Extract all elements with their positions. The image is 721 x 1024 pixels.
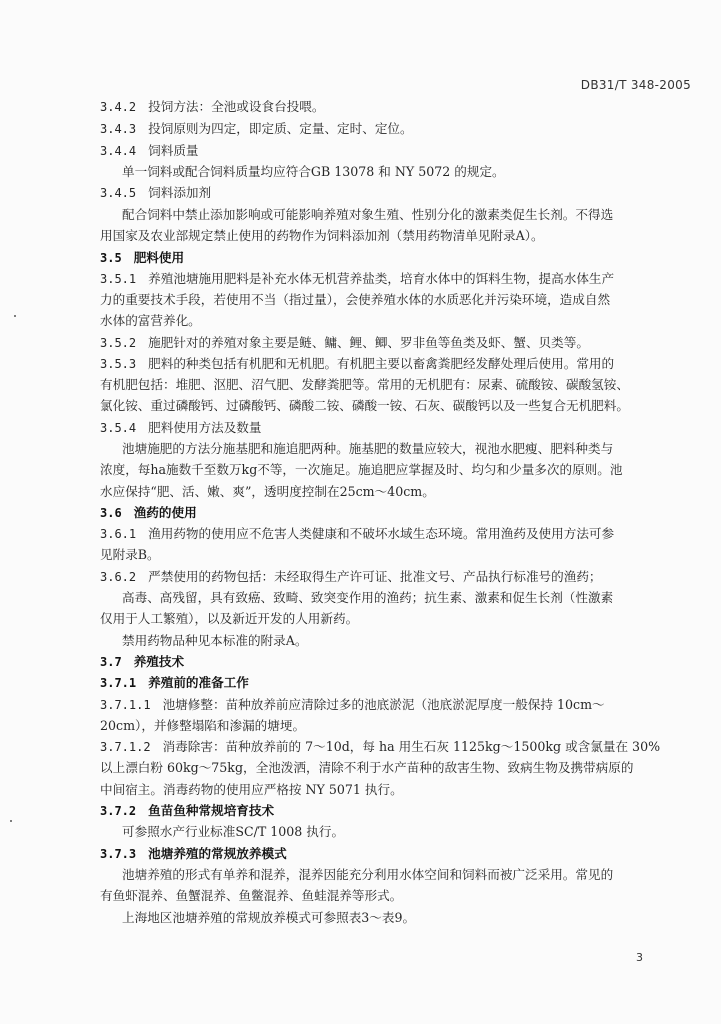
clause-text: 投饲原则为四定，即定质、定量、定时、定位。: [148, 121, 413, 136]
paragraph-text: 池塘施肥的方法分施基肥和施追肥两种。施基肥的数量应较大，视池水肥瘦、肥料种类与: [122, 441, 614, 456]
paragraph-line: [100, 397, 660, 415]
clause-text: 施肥针对的养殖对象主要是鲢、鳙、鲤、鲫、罗非鱼等鱼类及虾、蟹、贝类等。: [148, 335, 589, 350]
paragraph-text: 水应保持“肥、活、嫩、爽”，透明度控制在25cm～40cm。: [100, 484, 435, 499]
paragraph-line: [100, 759, 660, 777]
clause-text: 池塘养殖的常规放养模式: [148, 846, 287, 861]
clause-3-4-4: [100, 142, 660, 160]
clause-number: 3.4.2: [100, 100, 137, 114]
clause-3-7-1: [100, 674, 660, 692]
section-3-7-heading: [100, 653, 660, 671]
paragraph-text: 见附录B。: [100, 547, 160, 562]
paragraph-text: 上海地区池塘养殖的常规放养模式可参照表3～表9。: [122, 910, 416, 925]
clause-3-7-3: [100, 845, 660, 863]
clause-number: 3.7.1: [100, 676, 137, 690]
paragraph-line: [122, 163, 682, 181]
clause-number: 3.5.1: [100, 272, 137, 286]
paragraph-text: 仅用于人工繁殖），以及新近开发的人用新药。: [100, 611, 359, 626]
paragraph-line: [122, 866, 682, 884]
paragraph-text: 池塘养殖的形式有单养和混养，混养因能充分利用水体空间和饲料而被广泛采用。常见的: [122, 867, 614, 882]
paragraph-text: 配合饲料中禁止添加影响或可能影响养殖对象生殖、性别分化的激素类促生长剂。不得选: [122, 207, 614, 222]
clause-3-4-3: [100, 120, 660, 138]
paragraph-line: [100, 887, 660, 905]
clause-number: 3.7.3: [100, 847, 137, 861]
section-title: 渔药的使用: [133, 505, 197, 520]
page-number: 3: [636, 951, 643, 964]
paragraph-line: [100, 717, 660, 735]
paragraph-text: 用国家及农业部规定禁止使用的药物作为饲料添加剂（禁用药物清单见附录A）。: [100, 228, 544, 243]
clause-number: 3.7.2: [100, 804, 137, 818]
clause-text: 鱼苗鱼种常规培育技术: [148, 803, 275, 818]
clause-text: 肥料的种类包括有机肥和无机肥。有机肥主要以畜禽粪肥经发酵处理后使用。常用的: [148, 356, 615, 371]
clause-text: 渔用药物的使用应不危害人类健康和不破坏水域生态环境。常用渔药及使用方法可参: [148, 526, 615, 541]
clause-3-7-2: [100, 802, 660, 820]
paragraph-line: [100, 227, 660, 245]
paragraph-text: 单一饲料或配合饲料质量均应符合GB 13078 和 NY 5072 的规定。: [122, 164, 505, 179]
clause-3-5-2: [100, 334, 660, 352]
clause-number: 3.5.2: [100, 336, 137, 350]
paragraph-text: 力的重要技术手段，若使用不当（指过量），会使养殖水体的水质恶化并污染环境，造成自然: [100, 292, 611, 307]
paragraph-text: 高毒、高残留，具有致癌、致畸、致突变作用的渔药；抗生素、激素和促生长剂（性激素: [122, 590, 614, 605]
paragraph-text: 禁用药物品种见本标准的附录A。: [122, 633, 308, 648]
section-number: 3.5: [100, 251, 122, 265]
clause-text: 池塘修整：苗种放养前应清除过多的池底淤泥（池底淤泥厚度一般保持 10cm～: [162, 697, 605, 712]
paragraph-line: [100, 546, 660, 564]
paragraph-text: 氯化铵、重过磷酸钙、过磷酸钙、磷酸二铵、磷酸一铵、石灰、碳酸钙以及一些复合无机肥料。: [100, 398, 629, 413]
clause-number: 3.6.2: [100, 570, 137, 584]
paragraph-line: [100, 610, 660, 628]
clause-number: 3.4.5: [100, 186, 137, 200]
clause-3-4-5: [100, 184, 660, 202]
paragraph-text: 以上漂白粉 60kg～75kg，全池泼洒，清除不利于水产苗种的敌害生物、致病生物及携带病原的: [100, 760, 634, 775]
clause-3-7-1-1: [100, 696, 660, 714]
section-title: 养殖技术: [133, 654, 185, 669]
paragraph-text: 20cm），并修整塌陷和渗漏的塘埂。: [100, 718, 306, 733]
clause-number: 3.7.1.1: [100, 698, 151, 712]
clause-text: 肥料使用方法及数量: [148, 420, 262, 435]
paragraph-line: [122, 589, 682, 607]
paragraph-line: [100, 781, 660, 799]
section-number: 3.6: [100, 506, 122, 520]
clause-3-4-2: [100, 98, 660, 116]
paragraph-text: 有机肥包括：堆肥、沤肥、沼气肥、发酵粪肥等。常用的无机肥有：尿素、硫酸铵、碳酸氢铵、: [100, 377, 629, 392]
section-3-6-heading: [100, 504, 660, 522]
section-number: 3.7: [100, 655, 122, 669]
clause-number: 3.4.3: [100, 122, 137, 136]
clause-number: 3.4.4: [100, 144, 137, 158]
clause-3-5-1: [100, 270, 660, 288]
paragraph-text: 中间宿主。消毒药物的使用应严格按 NY 5071 执行。: [100, 782, 403, 797]
clause-3-6-2: [100, 568, 660, 586]
paragraph-line: [122, 909, 682, 927]
clause-text: 养殖池塘施用肥料是补充水体无机营养盐类，培育水体中的饵料生物，提高水体生产: [148, 271, 615, 286]
paragraph-text: 水体的富营养化。: [100, 313, 201, 328]
section-3-5-heading: [100, 249, 660, 267]
paragraph-text: 可参照水产行业标准SC/T 1008 执行。: [122, 824, 345, 839]
clause-number: 3.7.1.2: [100, 740, 151, 754]
scan-speck: [14, 315, 16, 317]
clause-text: 饲料质量: [148, 143, 199, 158]
clause-3-7-1-2: [100, 738, 660, 756]
clause-number: 3.6.1: [100, 527, 137, 541]
clause-3-5-4: [100, 419, 660, 437]
scan-speck: [10, 820, 12, 822]
paragraph-line: [100, 483, 660, 501]
paragraph-line: [122, 823, 682, 841]
clause-text: 养殖前的准备工作: [148, 675, 249, 690]
clause-text: 投饲方法：全池或设食台投喂。: [148, 99, 325, 114]
section-title: 肥料使用: [133, 250, 185, 265]
paragraph-line: [122, 206, 682, 224]
paragraph-line: [100, 312, 660, 330]
paragraph-line: [100, 376, 660, 394]
paragraph-text: 浓度，每ha施数千至数万kg不等，一次施足。施追肥应掌握及时、均匀和少量多次的原则。池: [100, 462, 623, 477]
clause-text: 饲料添加剂: [148, 185, 212, 200]
clause-number: 3.5.4: [100, 421, 137, 435]
clause-3-6-1: [100, 525, 660, 543]
clause-number: 3.5.3: [100, 357, 137, 371]
clause-3-5-3: [100, 355, 660, 373]
paragraph-line: [100, 291, 660, 309]
paragraph-line: [100, 461, 660, 479]
clause-text: 严禁使用的药物包括：未经取得生产许可证、批准文号、产品执行标准号的渔药；: [148, 569, 602, 584]
standard-code: DB31/T 348-2005: [580, 78, 691, 92]
paragraph-line: [122, 440, 682, 458]
paragraph-line: [122, 632, 682, 650]
paragraph-text: 有鱼虾混养、鱼蟹混养、鱼鳖混养、鱼蛙混养等形式。: [100, 888, 403, 903]
clause-text: 消毒除害：苗种放养前的 7～10d，每 ha 用生石灰 1125kg～1500kg 或含氯量在 30%: [162, 739, 661, 754]
